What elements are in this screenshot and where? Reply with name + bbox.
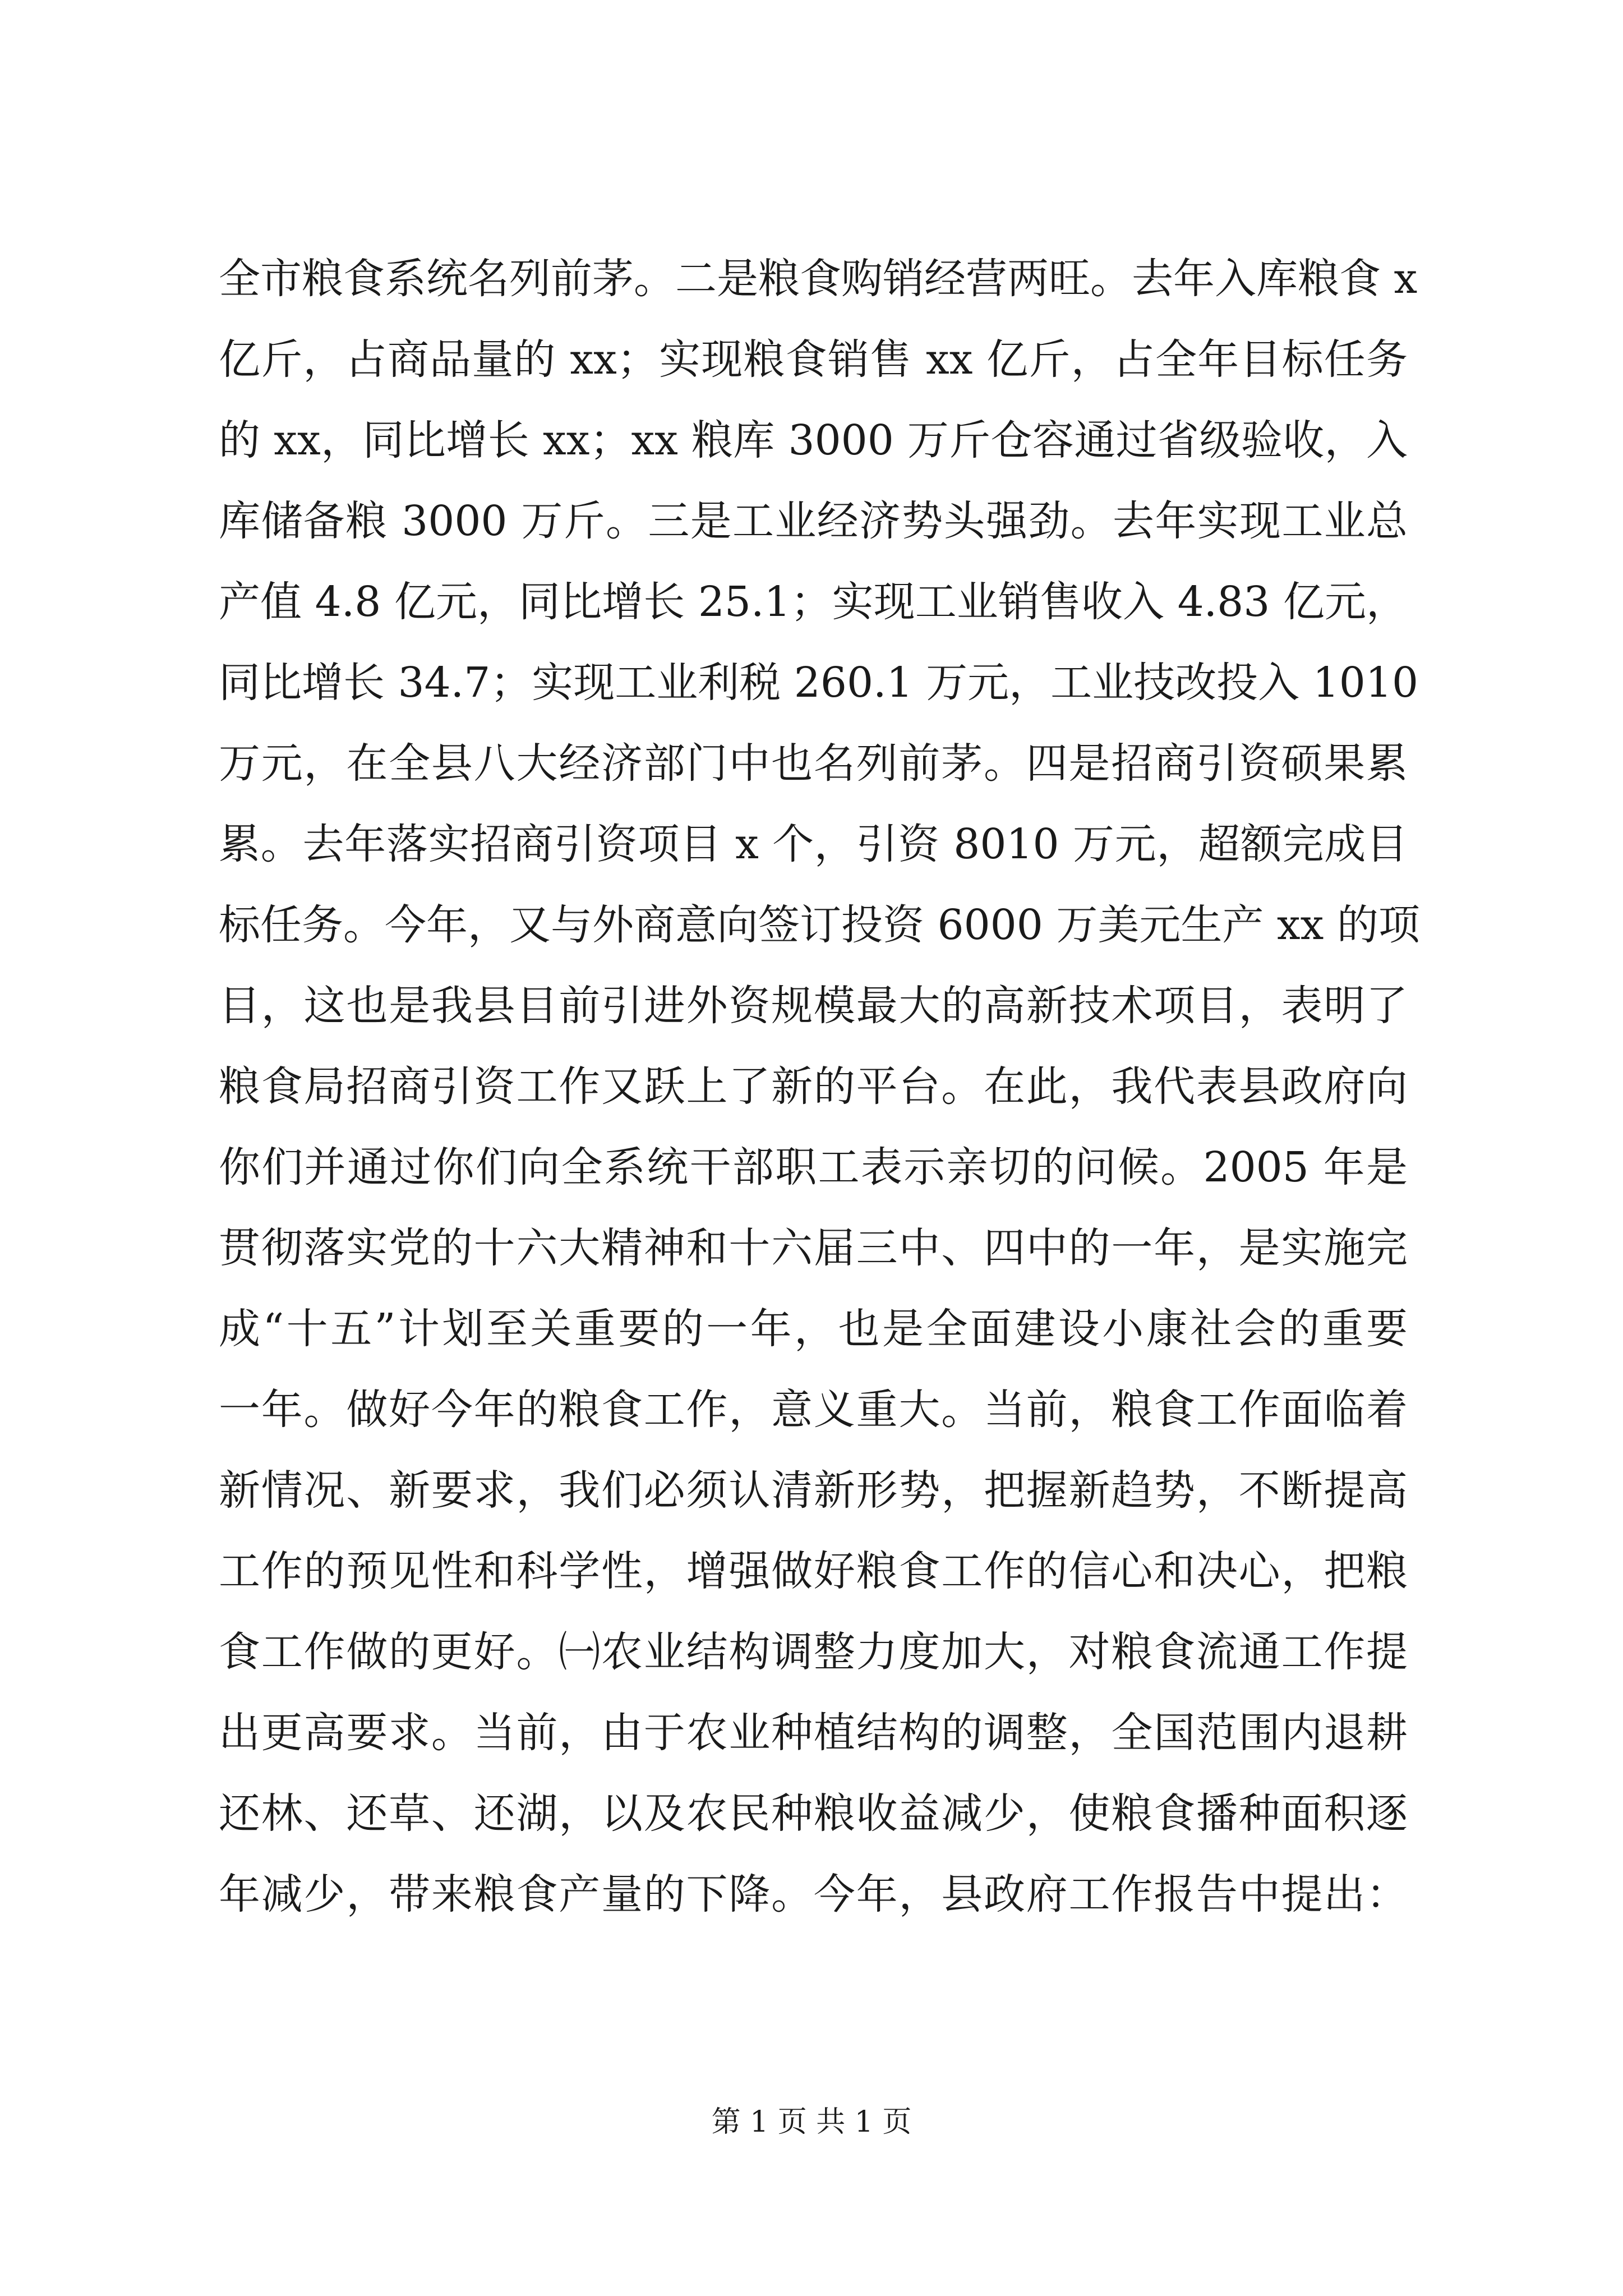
text-line-13: 贯彻落实党的十六大精神和十六届三中、四中的一年，是实施完 [219,1224,1408,1272]
text-line-4: 库储备粮 3000 万斤。三是工业经济势头强劲。去年实现工业总 [219,497,1408,545]
text-line-12: 你们并通过你们向全系统干部职工表示亲切的问候。2005 年是 [219,1143,1408,1191]
text-line-2: 亿斤，占商品量的 xx；实现粮食销售 xx 亿斤，占全年目标任务 [219,335,1408,384]
text-line-5: 产值 4.8 亿元，同比增长 25.1；实现工业销售收入 4.83 亿元， [219,578,1408,626]
text-line-20: 还林、还草、还湖，以及农民种粮收益减少，使粮食播种面积逐 [219,1789,1408,1838]
text-line-19: 出更高要求。当前，由于农业种植结构的调整，全国范围内退耕 [219,1709,1408,1757]
body-text [219,238,1420,1935]
text-line-3: 的 xx，同比增长 xx；xx 粮库 3000 万斤仓容通过省级验收，入 [219,416,1408,464]
text-line-14: 成“十五”计划至关重要的一年，也是全面建设小康社会的重要 [219,1305,1408,1353]
text-line-1: 全市粮食系统名列前茅。二是粮食购销经营两旺。去年入库粮食 x [219,255,1418,303]
text-line-10: 目，这也是我县目前引进外资规模最大的高新技术项目，表明了 [219,982,1408,1030]
text-line-21: 年减少，带来粮食产量的下降。今年，县政府工作报告中提出： [219,1870,1408,1918]
text-line-8: 累。去年落实招商引资项目 x 个，引资 8010 万元，超额完成目 [219,820,1408,868]
text-line-6: 同比增长 34.7；实现工业利税 260.1 万元，工业技改投入 1010 [219,659,1419,707]
text-line-17: 工作的预见性和科学性，增强做好粮食工作的信心和决心，把粮 [219,1547,1408,1595]
text-line-16: 新情况、新要求，我们必须认清新形势，把握新趋势，不断提高 [219,1466,1408,1515]
text-line-9: 标任务。今年，又与外商意向签订投资 6000 万美元生产 xx 的项 [219,901,1420,949]
page-footer [0,2102,1623,2142]
text-line-11: 粮食局招商引资工作又跃上了新的平台。在此，我代表县政府向 [219,1062,1408,1111]
text-line-18: 食工作做的更好。㈠农业结构调整力度加大，对粮食流通工作提 [219,1628,1408,1676]
page-number-label: 第 1 页 共 1 页 [711,2105,912,2139]
text-line-7: 万元，在全县八大经济部门中也名列前茅。四是招商引资硕果累 [219,739,1408,788]
text-line-15: 一年。做好今年的粮食工作，意义重大。当前，粮食工作面临着 [219,1386,1408,1434]
